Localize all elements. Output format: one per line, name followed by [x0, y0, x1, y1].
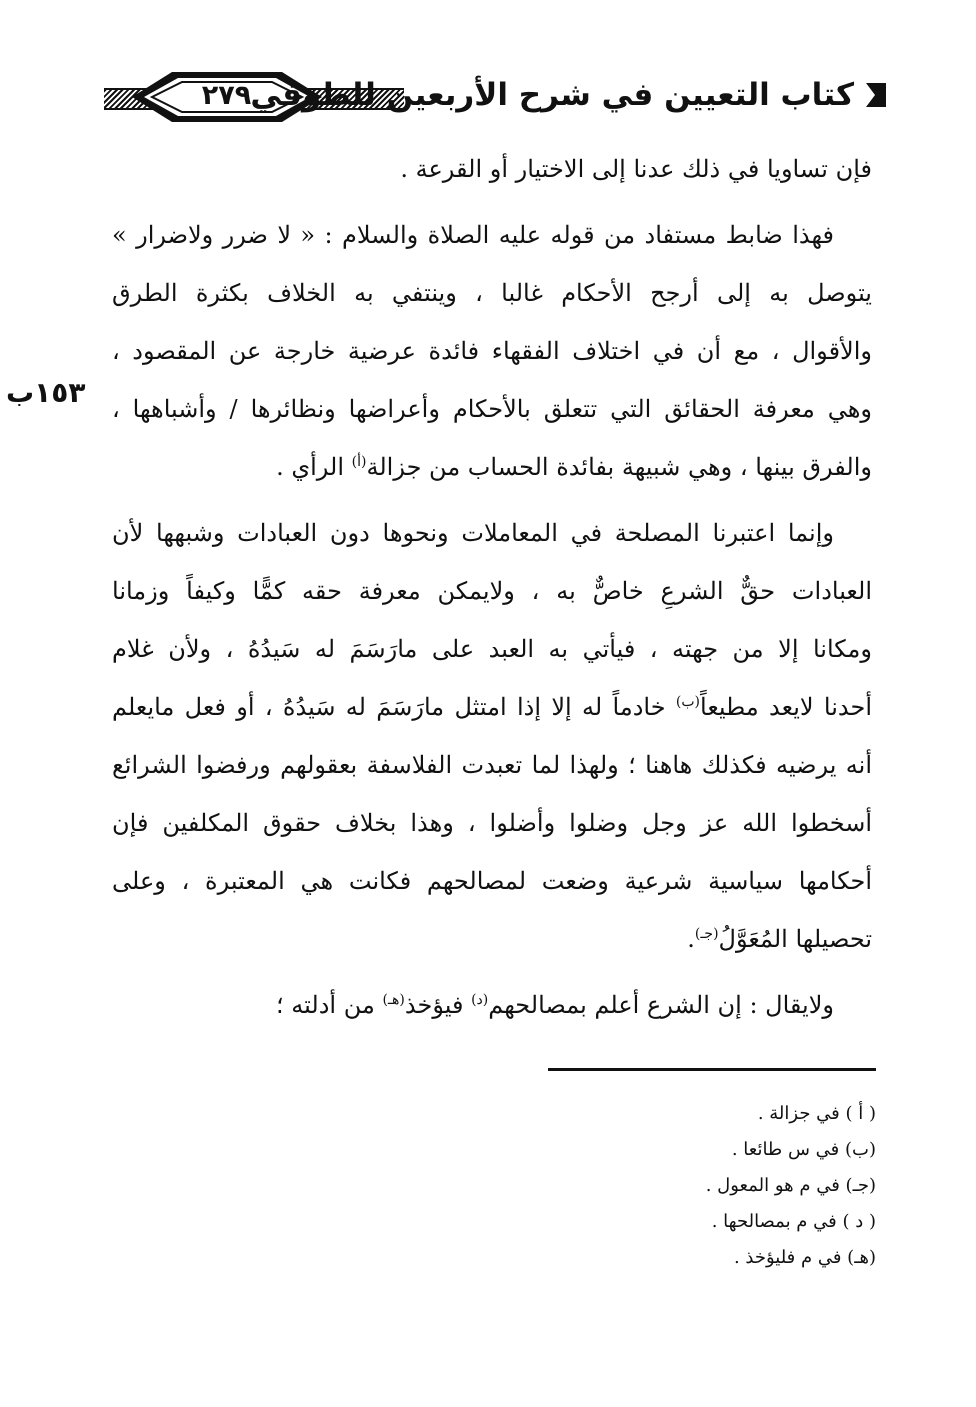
main-text [112, 140, 872, 1034]
footnote: ( أ ) في جزالة . [757, 1103, 876, 1124]
text-segment: خادماً له إلا إذا امتثل مارَسَمَ له سَيدُهُ ، أو فعل مايعلم [112, 693, 666, 721]
text-line [112, 438, 872, 496]
footnote: (جـ) في م هو المعول . [705, 1175, 876, 1196]
footnote-separator [548, 1068, 876, 1071]
footnote: (هـ) في م فليؤخذ . [733, 1247, 876, 1268]
text-line [112, 678, 872, 736]
text-line: فإن تساويا في ذلك عدنا إلى الاختيار أو القرعة . [400, 155, 872, 183]
text-segment: تحصيلها المُعَوَّلُ [718, 925, 872, 953]
page-number: ٢٧٩ [201, 80, 252, 111]
text-segment: من أدلته ؛ [276, 991, 375, 1019]
book-title: كتاب التعيين في شرح الأربعين للطوفي [250, 77, 854, 113]
text-segment: ولايقال : إن الشرع أعلم بمصالحهم [488, 991, 834, 1019]
text-segment: أحدنا لايعد مطيعاً [700, 693, 872, 721]
footnote-ref: (د) [471, 992, 489, 1008]
footnote-ref: (ب) [675, 694, 701, 710]
footnote-ref: (أ) [351, 454, 367, 470]
text-line: ومكانا إلا من جهته ، فيأتي به العبد على مارَسَمَ له سَيدُهُ ، ولأن غلام [112, 635, 872, 663]
text-line [112, 976, 872, 1034]
text-segment: . [687, 925, 695, 953]
text-line [112, 910, 872, 968]
footnotes [420, 1096, 876, 1276]
text-segment: الرأي . [276, 453, 345, 481]
text-line: والأقوال ، مع أن في اختلاف الفقهاء فائدة عرضية خارجة عن المقصود ، [112, 337, 872, 365]
text-line: العبادات حقٌّ الشرعِ خاصٌّ به ، ولايمكن معرفة حقه كمًّا وكيفاً وزمانا [112, 577, 872, 605]
text-line: فهذا ضابط مستفاد من قوله عليه الصلاة والسلام : « لا ضرر ولاضرار » [112, 221, 834, 249]
text-line: يتوصل به إلى أرجح الأحكام غالبا ، وينتفي به الخلاف بكثرة الطرق [112, 279, 872, 307]
footnote: ( د ) في م بمصالحها . [711, 1211, 876, 1232]
footnote-ref: (جـ) [694, 926, 719, 942]
header-end-mark [866, 83, 886, 107]
running-header [104, 66, 886, 128]
text-line: أنه يرضيه فكذلك هاهنا ؛ ولهذا لما تعبدت الفلاسفة بعقولهم ورفضوا الشرائع [112, 751, 872, 779]
text-line: أحكامها سياسية شرعية وضعت لمصالحهم فكانت هي المعتبرة ، وعلى [112, 867, 872, 895]
text-line: وهي معرفة الحقائق التي تتعلق بالأحكام وأعراضها ونظائرها / وأشباهها ، [112, 395, 872, 423]
footnote: (ب) في س طائعا . [731, 1139, 876, 1160]
text-line: أسخطوا الله عز وجل وضلوا وأضلوا ، وهذا بخلاف حقوق المكلفين فإن [112, 809, 872, 837]
text-segment: فيؤخذ [404, 991, 464, 1019]
text-segment: والفرق بينها ، وهي شبيهة بفائدة الحساب من جزالة [366, 453, 872, 481]
text-line: وإنما اعتبرنا المصلحة في المعاملات ونحوها دون العبادات وشبهها لأن [112, 519, 834, 547]
footnote-ref: (هـ) [382, 992, 405, 1008]
manuscript-folio-marker: ١٥٣ب [6, 376, 86, 409]
